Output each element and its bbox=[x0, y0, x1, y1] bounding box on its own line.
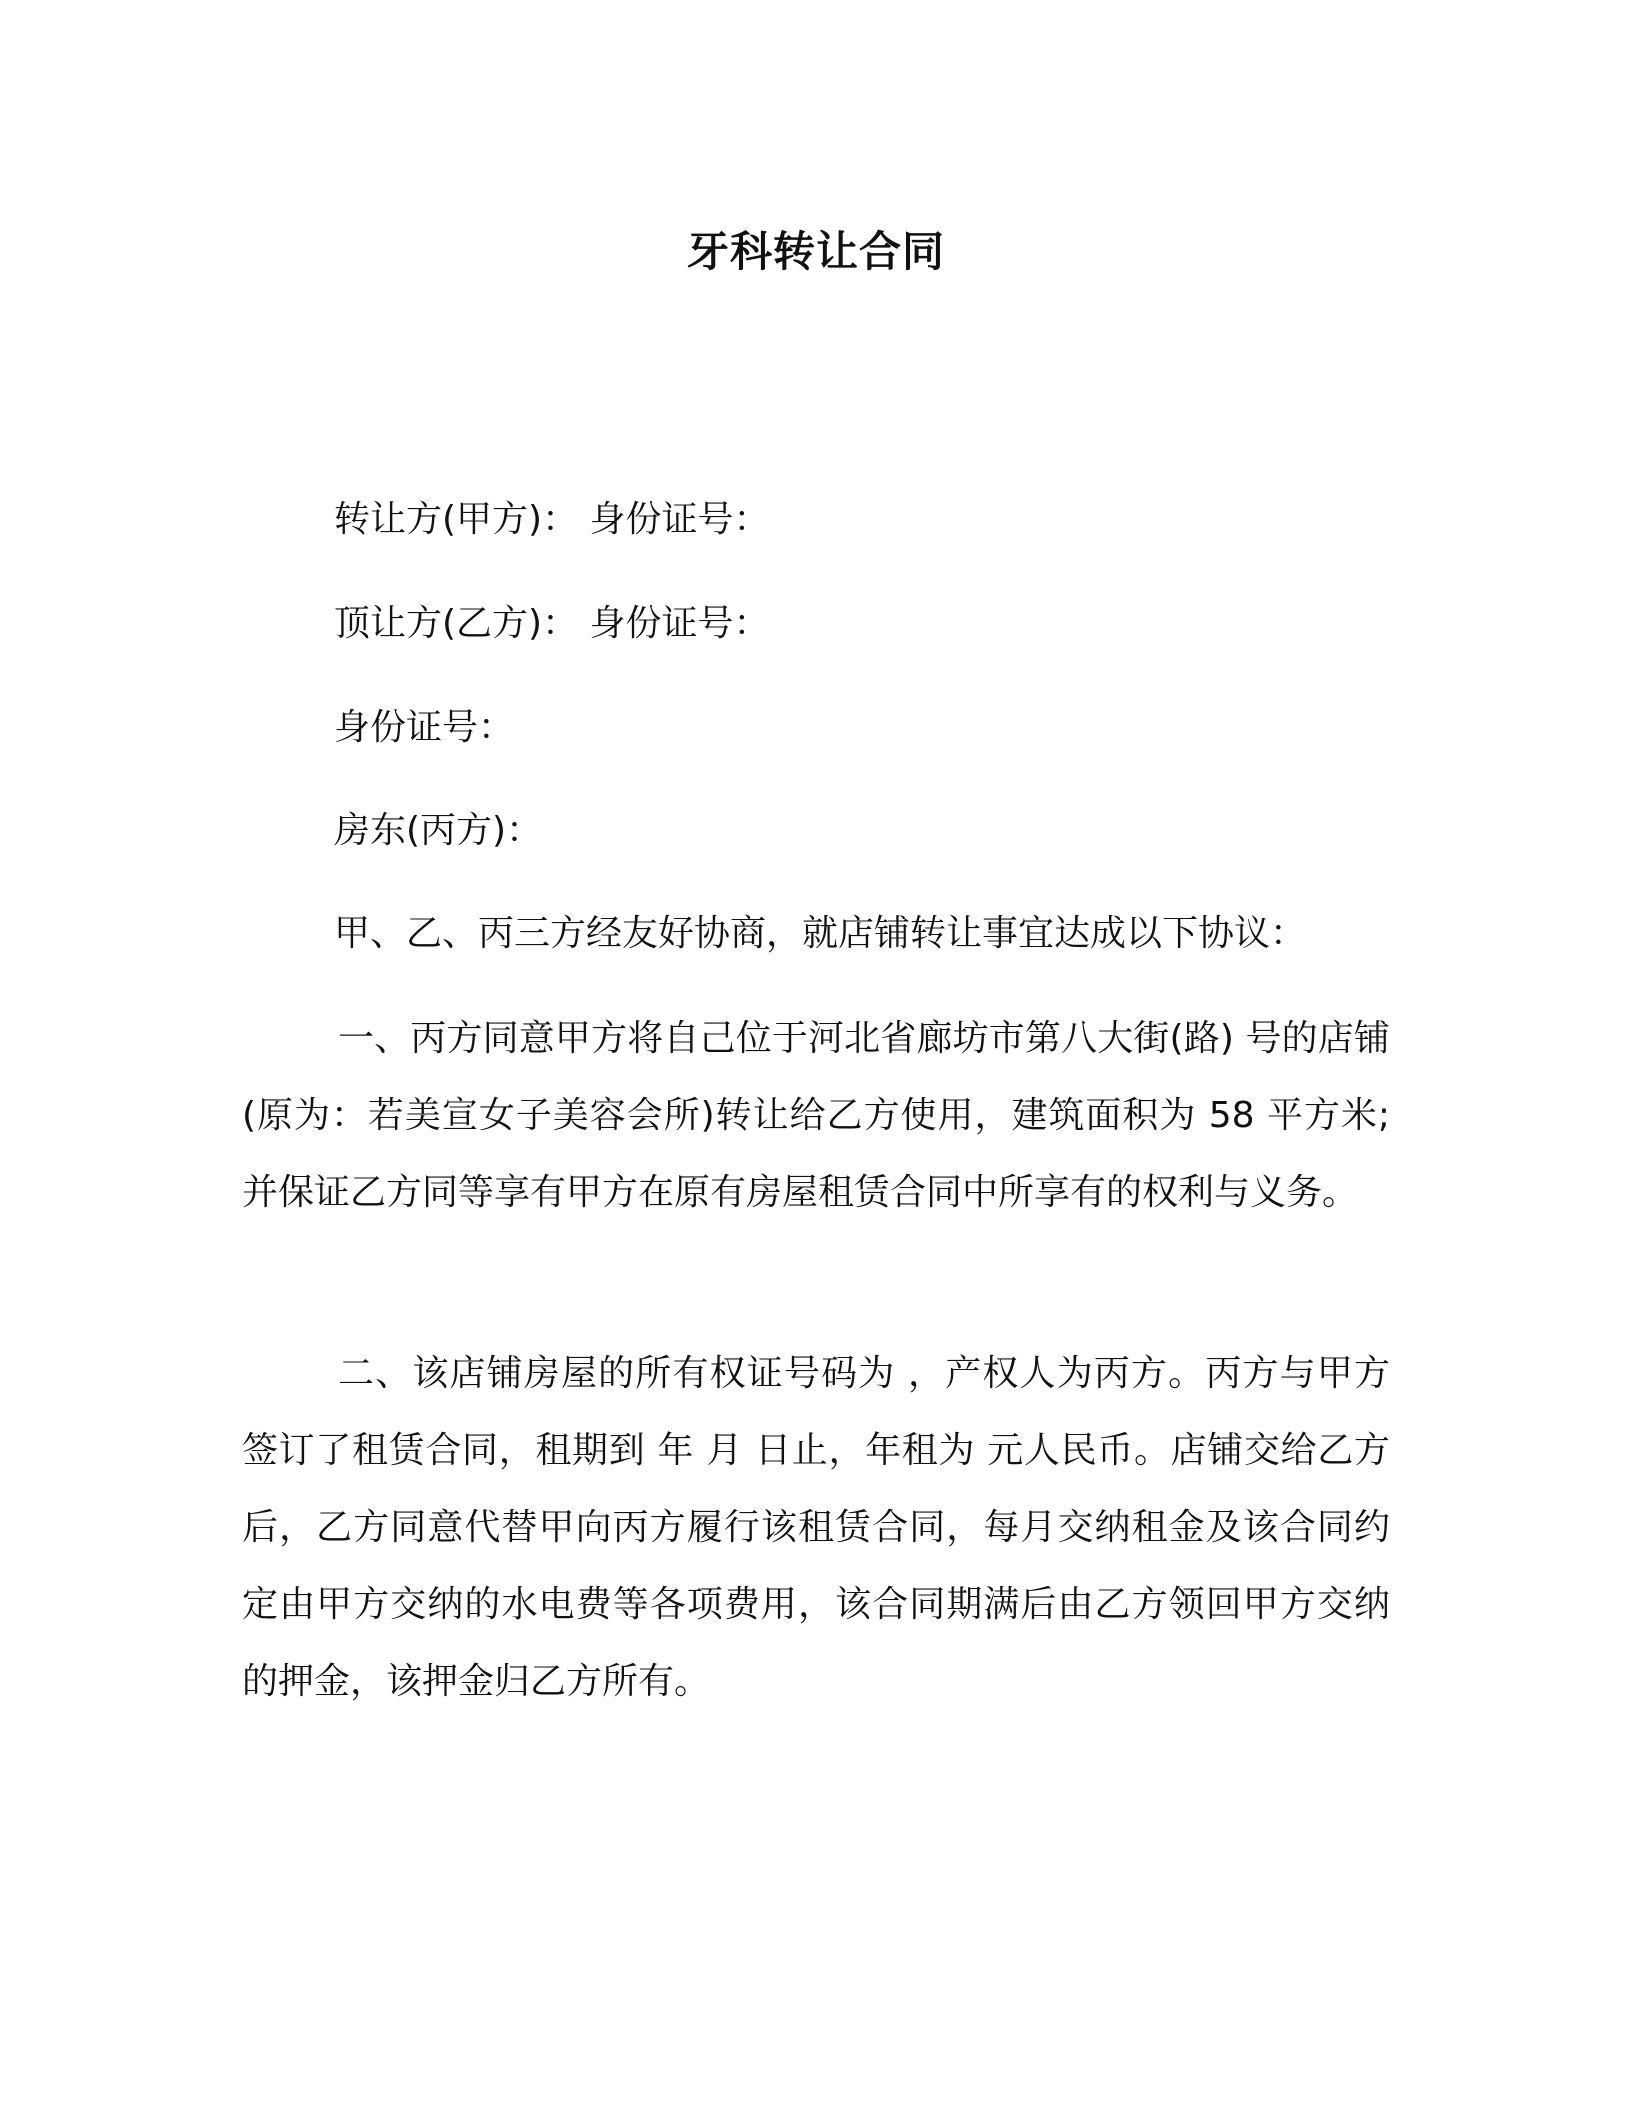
intro-line: 甲、乙、丙三方经友好协商，就店铺转让事宜达成以下协议： bbox=[334, 913, 1307, 954]
clause-1-paragraph: 一、丙方同意甲方将自己位于河北省廊坊市第八大街(路) 号的店铺(原为：若美宣女子美容会所)转让给乙方使用，建筑面积为 58 平方米;并保证乙方同等享有甲方在原有房屋租赁合同中所享有的权利与义务。 bbox=[242, 1018, 1390, 1213]
clause-2-paragraph: 二、该店铺房屋的所有权证号码为 ，产权人为丙方。丙方与甲方签订了租赁合同，租期到 年 月 日止，年租为 元人民币。店铺交给乙方后，乙方同意代替甲向丙方履行该租赁合同，每月交纳租金及该合同约定由甲方交纳的水电费等各项费用，该合同期满后由乙方领回甲方交纳的押金，该押金归乙方所有。 bbox=[242, 1353, 1390, 1702]
party-b-line: 顶让方(乙方)： 身份证号： bbox=[334, 603, 770, 644]
party-a-line: 转让方(甲方)： 身份证号： bbox=[334, 499, 770, 540]
document-title: 牙科转让合同 bbox=[686, 227, 945, 276]
party-c-line: 房东(丙方)： bbox=[334, 810, 543, 851]
id-number-line: 身份证号： bbox=[334, 707, 515, 748]
